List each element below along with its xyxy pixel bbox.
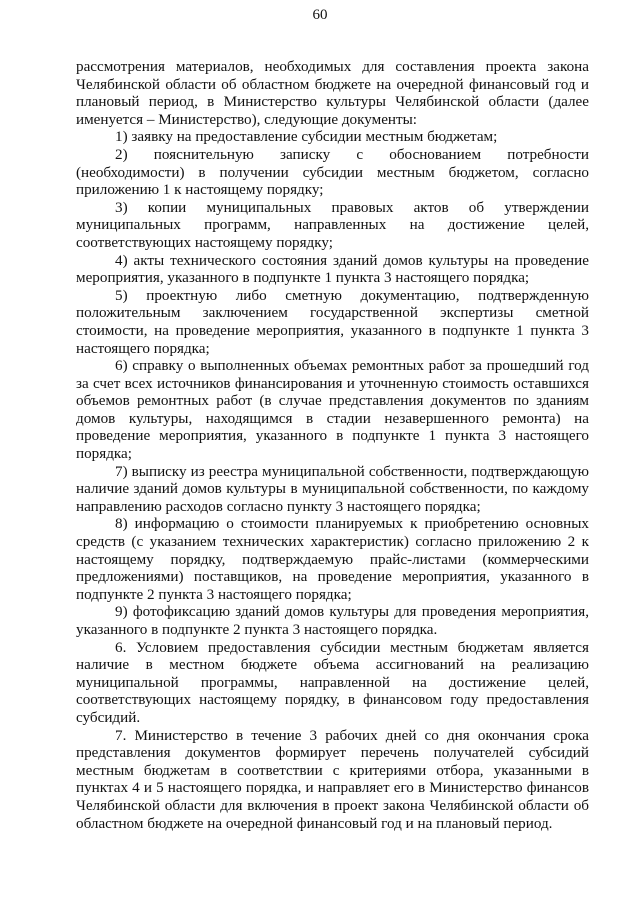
page-number: 60 (312, 7, 328, 23)
paragraph-continuation: рассмотрения материалов, необходимых для составления проекта закона Челябинской области об областном бюджете на очередной финансовый год и плановый период, в Министерство культуры Челябинской области (далее именуется – Министерство), следующие документы: (76, 58, 589, 128)
list-item-5: 5) проектную либо сметную документацию, подтвержденную положительным заключением государственной экспертизы сметной стоимости, на проведение мероприятия, указанного в подпункте 1 пункта 3 настоящего порядка; (76, 286, 589, 357)
section-6-paragraph: 6. Условием предоставления субсидии местным бюджетам является наличие в местном бюджете объема ассигнований на реализацию муниципальной программы, направленной на достижение целей, соответствующих настоящему порядку, в финансовом году предоставления субсидий. (76, 638, 589, 726)
list-item-9: 9) фотофиксацию зданий домов культуры для проведения мероприятия, указанного в подпункте 2 пункта 3 настоящего порядка. (76, 603, 589, 638)
list-item-4: 4) акты технического состояния зданий домов культуры на проведение мероприятия, указанного в подпункте 1 пункта 3 настоящего порядка; (76, 251, 589, 287)
list-item-6: 6) справку о выполненных объемах ремонтных работ за прошедший год за счет всех источников финансирования и уточненную стоимость оставшихся объемов ремонтных работ (в случае представления документов по зданиям домов культуры, находящимся в стадии незавершенного ремонта) на проведение мероприятия, указанного в подпункте 1 пункта 3 настоящего порядка; (76, 357, 589, 463)
list-item-2: 2) пояснительную записку с обоснованием потребности (необходимости) в получении субсидии местным бюджетом, согласно приложению 1 к настоящему порядку; (76, 145, 589, 199)
document-body (76, 58, 589, 832)
list-item-3: 3) копии муниципальных правовых актов об утверждении муниципальных программ, направленных на достижение целей, соответствующих настоящему порядку; (76, 198, 589, 251)
list-item-8: 8) информацию о стоимости планируемых к приобретению основных средств (с указанием технических характеристик) согласно приложению 2 к настоящему порядку, подтверждаемую прайс-листами (коммерческими предложениями) поставщиков, на проведение мероприятия, указанного в подпункте 2 пункта 3 настоящего порядка; (76, 515, 589, 603)
list-item-7: 7) выписку из реестра муниципальной собственности, подтверждающую наличие зданий домов культуры в муниципальной собственности, по каждому направлению расходов согласно пункту 3 настоящего порядка; (76, 462, 589, 515)
list-item-1: 1) заявку на предоставление субсидии местным бюджетам; (115, 128, 498, 146)
section-7-paragraph: 7. Министерство в течение 3 рабочих дней со дня окончания срока представления документов формирует перечень получателей субсидий местным бюджетам в соответствии с критериями отбора, указанными в пунктах 4 и 5 настоящего порядка, и направляет его в Министерство финансов Челябинской области для включения в проект закона Челябинской области об областном бюджете на очередной финансовый год и на плановый период. (76, 726, 589, 832)
